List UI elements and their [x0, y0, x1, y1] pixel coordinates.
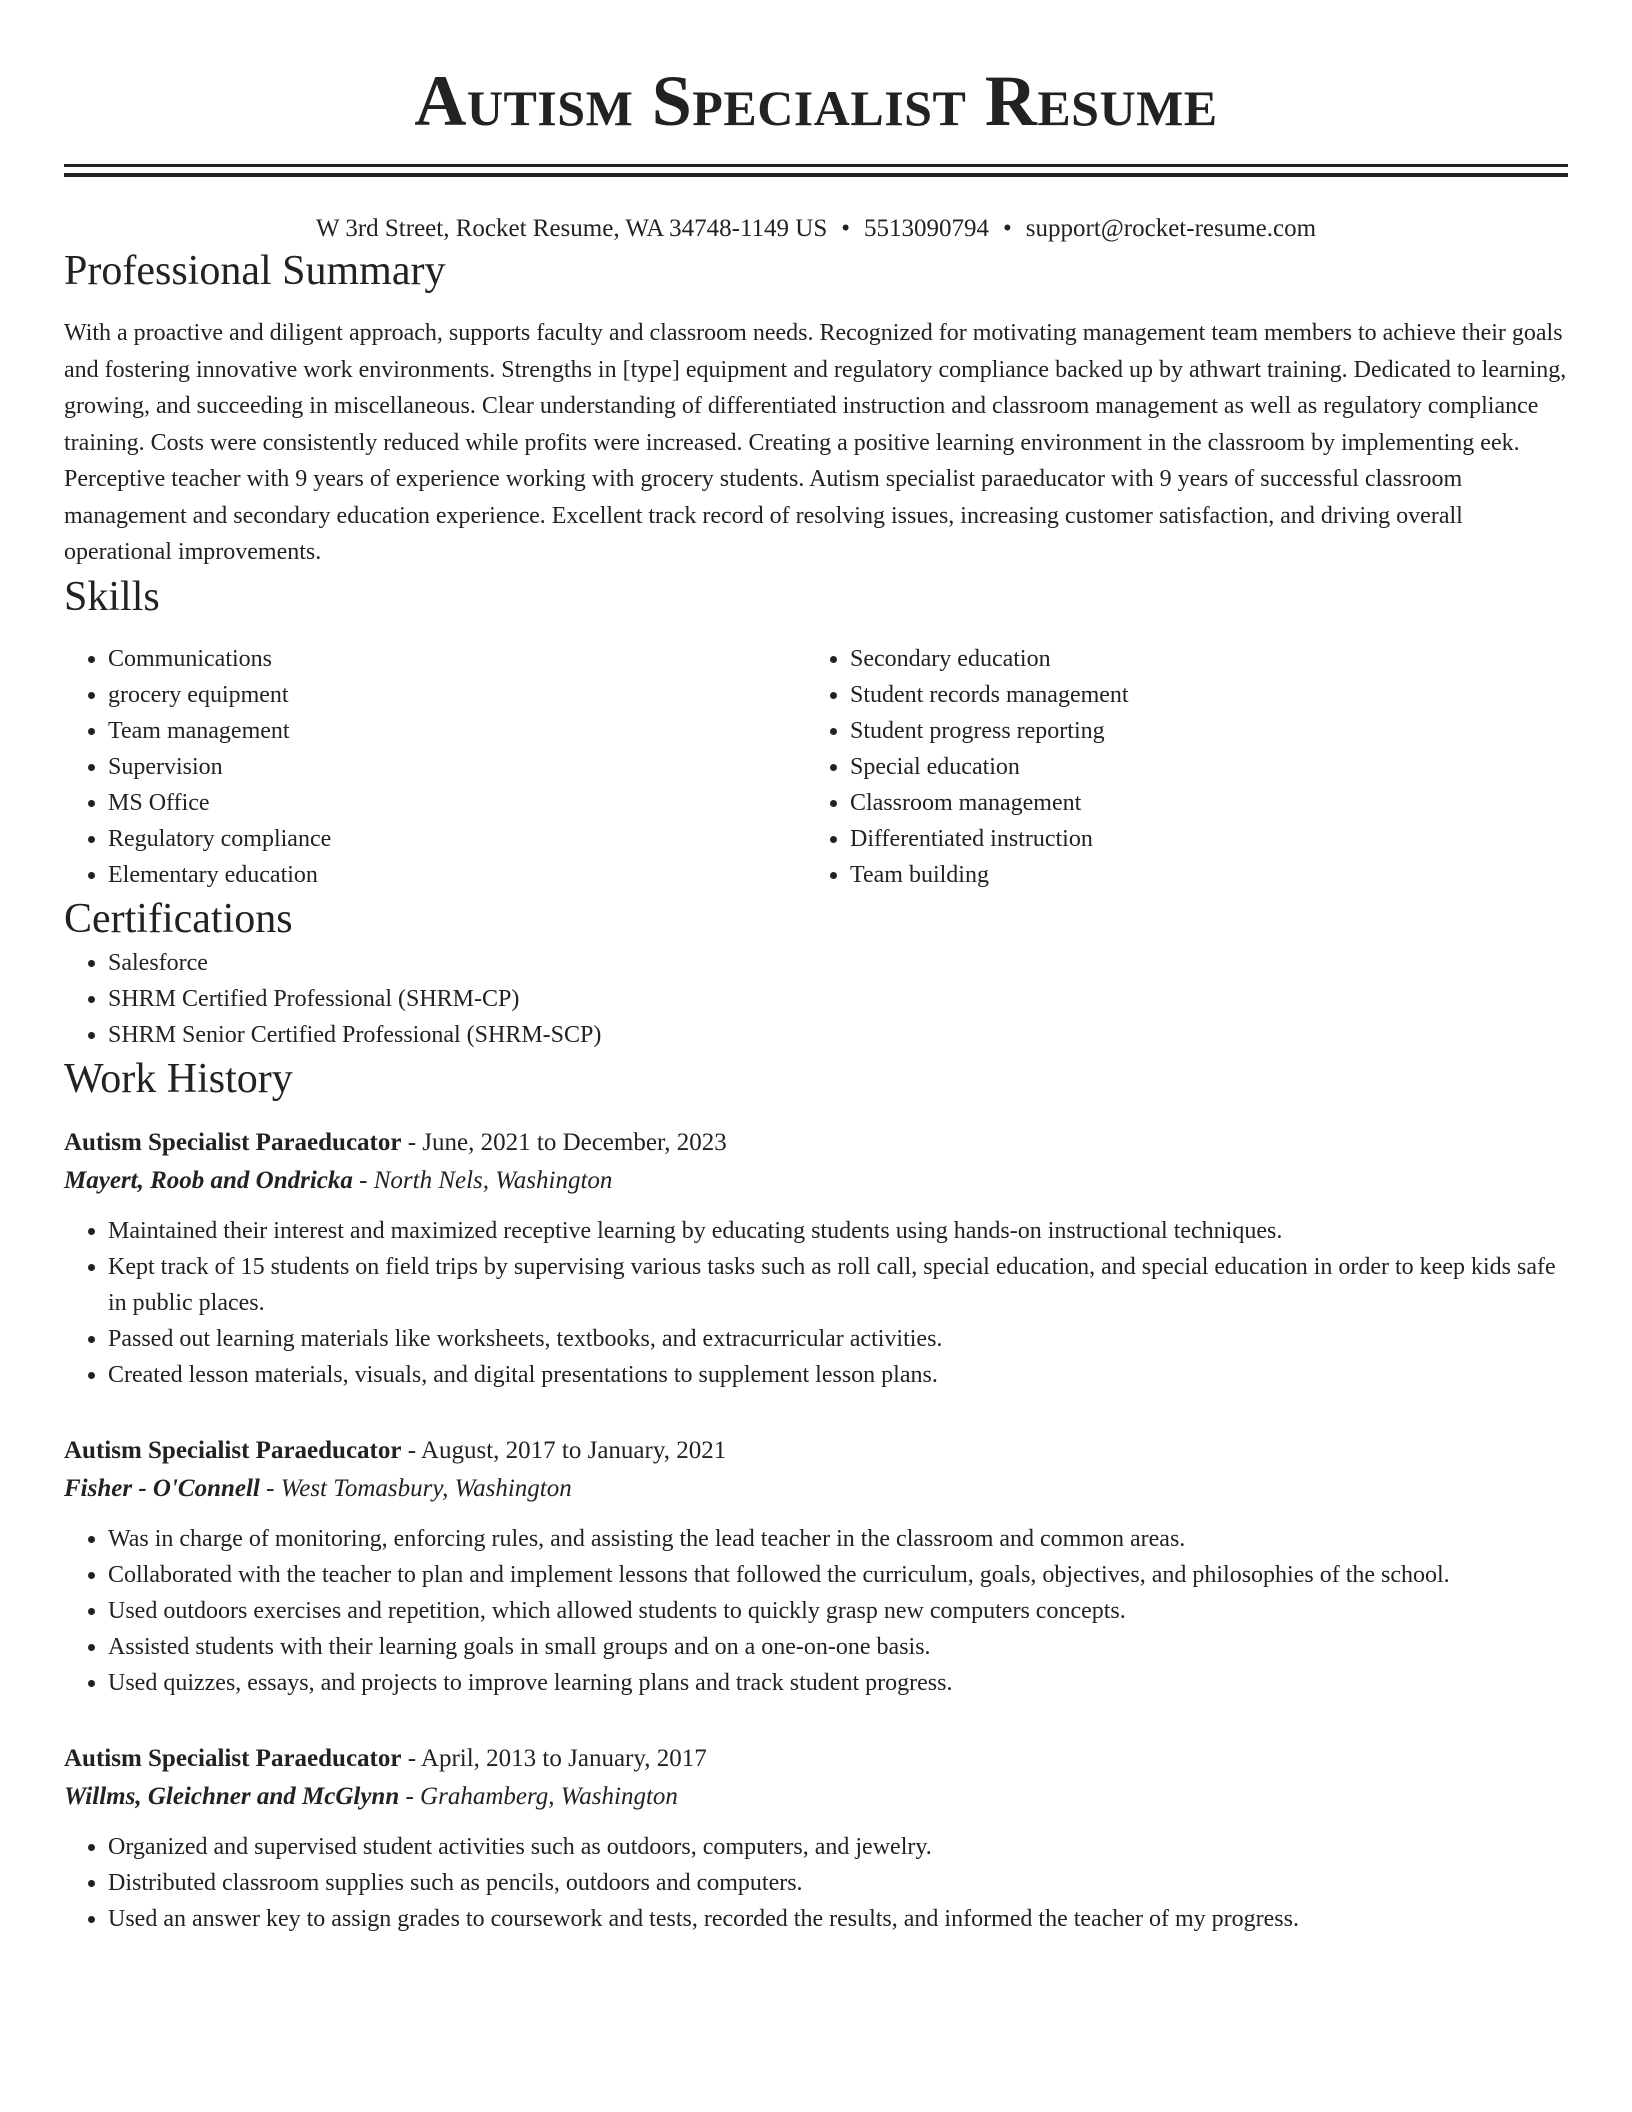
certification-item: • Salesforce: [108, 945, 1568, 981]
job-duty-item: • Used outdoors exercises and repetition, which allowed students to quickly grasp new computers concepts.: [108, 1593, 1568, 1629]
skills-grid: [64, 641, 1568, 893]
skills-column-right: [806, 641, 1548, 893]
contact-separator: •: [841, 215, 850, 242]
certifications-heading: Certifications: [64, 895, 293, 942]
skill-item: • Elementary education: [108, 857, 806, 893]
contact-separator: •: [1003, 215, 1012, 242]
job-duty-item: • Used an answer key to assign grades to coursework and tests, recorded the results, and informed the teacher of my progress.: [108, 1901, 1568, 1937]
title-divider-thin: [64, 173, 1568, 177]
job-role: Autism Specialist Paraeducator: [64, 1744, 402, 1772]
title-divider-thick: [64, 164, 1568, 167]
skill-item: • grocery equipment: [108, 677, 806, 713]
skill-item: • Team management: [108, 713, 806, 749]
skill-item: • Communications: [108, 641, 806, 677]
job-title-line: [64, 1433, 1568, 1469]
job-dates: - June, 2021 to December, 2023: [401, 1128, 727, 1156]
contact-line: [64, 213, 1568, 245]
skills-column-left: [64, 641, 806, 893]
summary-text: With a proactive and diligent approach, supports faculty and classroom needs. Recognized for motivating management team members to achieve their goals and fostering innovative work environments. Strengths in [type] equipment and regulatory compliance backed up by athwart training. Dedicated to learning, growing, and succeeding in miscellaneous. Clear understanding of differentiated instruction and classroom management as well as regulatory compliance training. Costs were consistently reduced while profits were increased. Creating a positive learning environment in the classroom by implementing eek. Perceptive teacher with 9 years of experience working with grocery students. Autism specialist paraeducator with 9 years of successful classroom management and secondary education experience. Excellent track record of resolving issues, increasing customer satisfaction, and driving overall operational improvements.: [64, 320, 1567, 565]
job-duties-list: [64, 1213, 1568, 1393]
job-location: - West Tomasbury, Washington: [259, 1474, 572, 1502]
job-duty-item: • Maintained their interest and maximized receptive learning by educating students using hands-on instructional techniques.: [108, 1213, 1568, 1249]
job-location: - Grahamberg, Washington: [399, 1782, 678, 1810]
job-duty-item: • Distributed classroom supplies such as pencils, outdoors and computers.: [108, 1865, 1568, 1901]
job-duty-item: • Organized and supervised student activities such as outdoors, computers, and jewelry.: [108, 1829, 1568, 1865]
job-company-line: [64, 1161, 1568, 1201]
skill-item: • Differentiated instruction: [850, 821, 1548, 857]
skill-item: • Student records management: [850, 677, 1548, 713]
job-company: Willms, Gleichner and McGlynn: [64, 1782, 400, 1810]
skill-item: • MS Office: [108, 785, 806, 821]
job-company-line: [64, 1777, 1568, 1817]
job-company: Mayert, Roob and Ondricka: [64, 1166, 353, 1194]
job-duty-item: • Was in charge of monitoring, enforcing rules, and assisting the lead teacher in the classroom and common areas.: [108, 1521, 1568, 1557]
job-title-line: [64, 1741, 1568, 1777]
skill-item: • Classroom management: [850, 785, 1548, 821]
job-duty-item: • Assisted students with their learning goals in small groups and on a one-on-one basis.: [108, 1629, 1568, 1665]
job-duty-item: • Created lesson materials, visuals, and digital presentations to supplement lesson plans.: [108, 1357, 1568, 1393]
job-dates: - August, 2017 to January, 2021: [401, 1436, 727, 1464]
job-duties-list: [64, 1829, 1568, 1937]
skill-item: • Regulatory compliance: [108, 821, 806, 857]
job-company: Fisher - O'Connell: [64, 1474, 260, 1502]
certification-item: • SHRM Certified Professional (SHRM-CP): [108, 981, 1568, 1017]
job-duties-list: [64, 1521, 1568, 1701]
certification-item: • SHRM Senior Certified Professional (SHRM-SCP): [108, 1017, 1568, 1053]
job-role: Autism Specialist Paraeducator: [64, 1128, 402, 1156]
contact-phone: 5513090794: [864, 215, 989, 242]
job-role: Autism Specialist Paraeducator: [64, 1436, 402, 1464]
job-duty-item: • Passed out learning materials like worksheets, textbooks, and extracurricular activities.: [108, 1321, 1568, 1357]
work-history-heading: Work History: [64, 1055, 293, 1102]
job-entry: [64, 1125, 1568, 1393]
job-duty-item: • Used quizzes, essays, and projects to improve learning plans and track student progress.: [108, 1665, 1568, 1701]
job-company-line: [64, 1469, 1568, 1509]
job-entry: [64, 1741, 1568, 1937]
skill-item: • Special education: [850, 749, 1548, 785]
job-duty-item: • Collaborated with the teacher to plan and implement lessons that followed the curriculum, goals, objectives, and philosophies of the school.: [108, 1557, 1568, 1593]
resume-title: Autism Specialist Resume: [414, 61, 1218, 141]
certifications-list: [64, 945, 1568, 1053]
job-entry: [64, 1433, 1568, 1701]
job-location: - North Nels, Washington: [352, 1166, 613, 1194]
skill-item: • Team building: [850, 857, 1548, 893]
job-dates: - April, 2013 to January, 2017: [401, 1744, 707, 1772]
summary-heading: Professional Summary: [64, 248, 446, 294]
skill-item: • Secondary education: [850, 641, 1548, 677]
skill-item: • Student progress reporting: [850, 713, 1548, 749]
contact-email: support@rocket-resume.com: [1025, 215, 1317, 242]
skill-item: • Supervision: [108, 749, 806, 785]
job-duty-item: • Kept track of 15 students on field trips by supervising various tasks such as roll call, special education, and special education in order to keep kids safe in public places.: [108, 1249, 1568, 1321]
skills-heading: Skills: [64, 573, 160, 620]
contact-address: W 3rd Street, Rocket Resume, WA 34748-1149 US: [315, 215, 828, 242]
job-title-line: [64, 1125, 1568, 1161]
